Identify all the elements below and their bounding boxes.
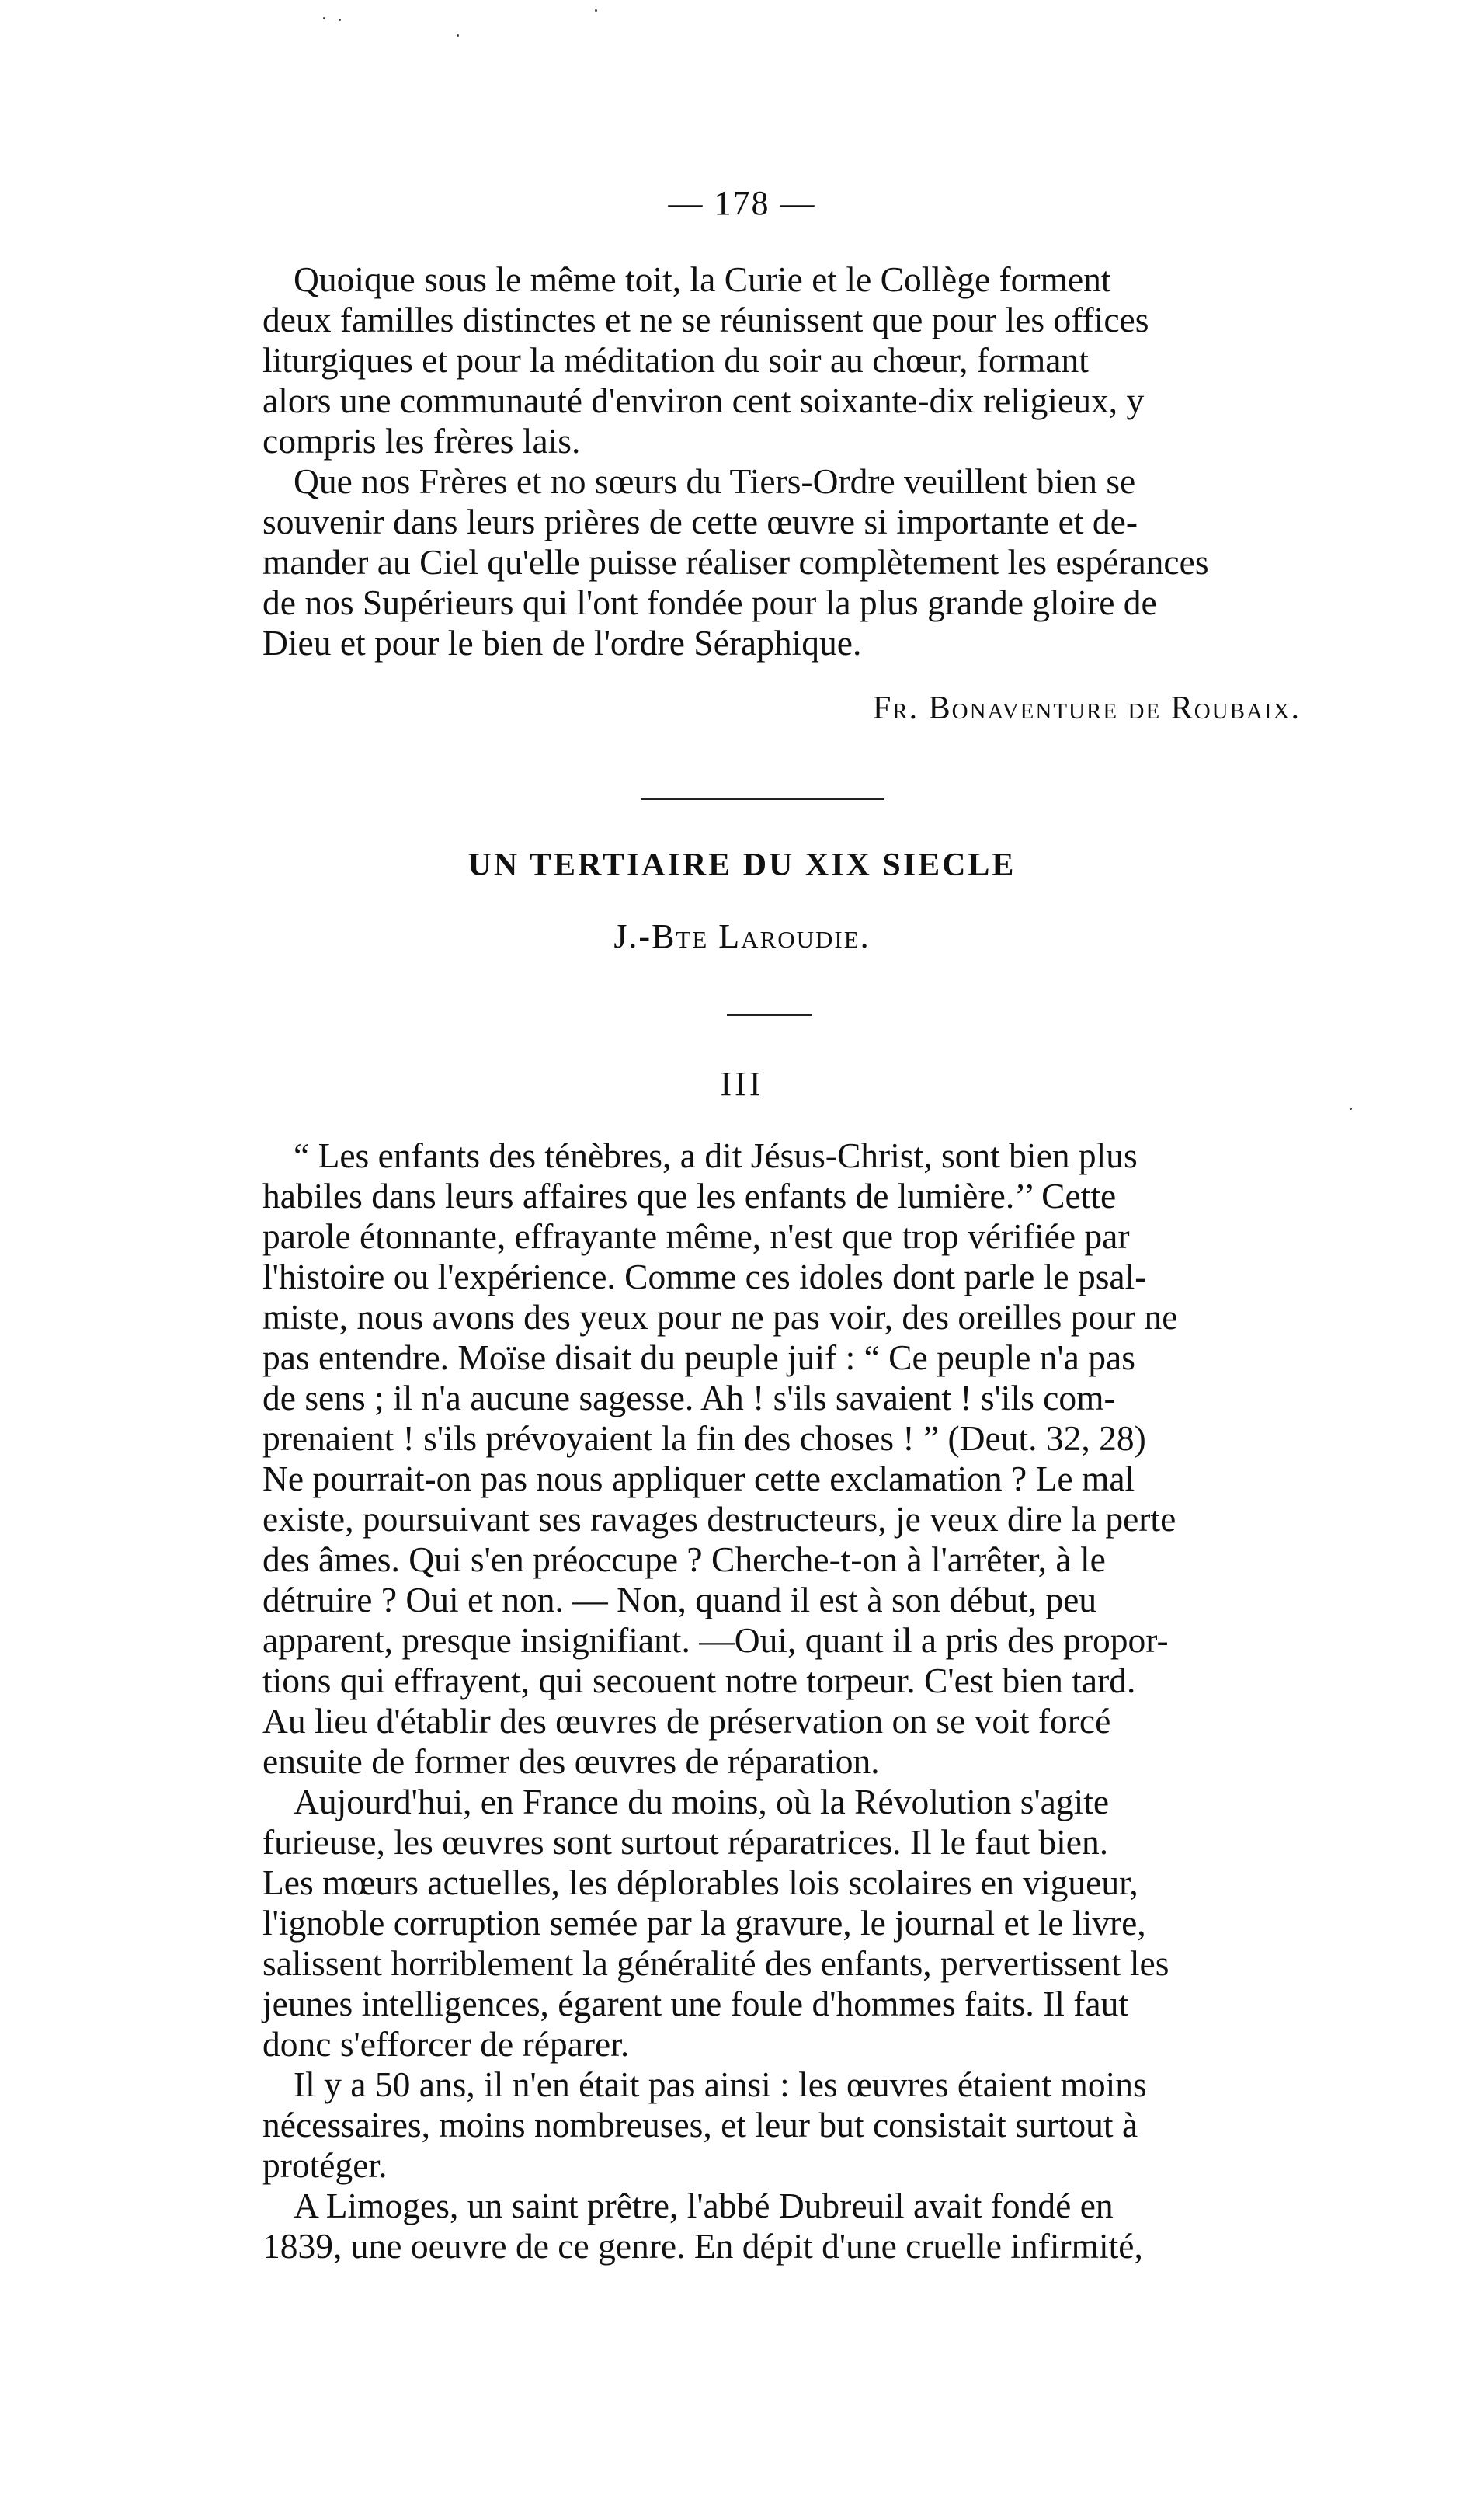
- text-line: furieuse, les œuvres sont surtout réparatrices. Il le faut bien.: [262, 1822, 1109, 1862]
- text-line: souvenir dans leurs prières de cette œuvre si importante et de-: [262, 502, 1138, 541]
- text-line: ensuite de former des œuvres de réparation.: [262, 1741, 880, 1781]
- text-line: Aujourd'hui, en France du moins, où la Révolution s'agite: [294, 1782, 1110, 1821]
- text-line: donc s'efforcer de réparer.: [262, 2024, 630, 2064]
- text-line: de nos Supérieurs qui l'ont fondée pour la plus grande gloire de: [262, 583, 1157, 622]
- text-line: Les mœurs actuelles, les déplorables lois scolaires en vigueur,: [262, 1863, 1138, 1902]
- article-paragraph-4: [262, 2186, 1317, 2266]
- chapter-numeral: III: [720, 1065, 764, 1103]
- page-number: — 178 —: [668, 184, 816, 222]
- text-line: habiles dans leurs affaires que les enfants de lumière.’’ Cette: [262, 1176, 1117, 1216]
- intro-paragraph-1: [262, 259, 1317, 461]
- text-line: 1839, une oeuvre de ce genre. En dépit d'une cruelle infirmité,: [262, 2226, 1143, 2266]
- text-line: Que nos Frères et no sœurs du Tiers-Ordre veuillent bien se: [294, 461, 1136, 501]
- article-paragraph-2: [262, 1782, 1317, 2064]
- text-line: des âmes. Qui s'en préoccupe ? Cherche-t-on à l'arrêter, à le: [262, 1539, 1106, 1579]
- intro-text: [262, 259, 1317, 663]
- text-line: Au lieu d'établir des œuvres de préservation on se voit forcé: [262, 1701, 1111, 1741]
- section-subtitle: J.-Bte Laroudie.: [613, 917, 871, 955]
- text-line: pas entendre. Moïse disait du peuple juif : “ Ce peuple n'a pas: [262, 1337, 1135, 1377]
- text-line: Il y a 50 ans, il n'en était pas ainsi : les œuvres étaient moins: [294, 2064, 1147, 2104]
- text-line: jeunes intelligences, égarent une foule d'hommes faits. Il faut: [262, 1984, 1128, 2023]
- text-line: liturgiques et pour la méditation du soir au chœur, formant: [262, 340, 1089, 380]
- text-line: apparent, presque insignifiant. —Oui, quant il a pris des propor-: [262, 1620, 1169, 1660]
- subtitle-divider: [727, 1014, 812, 1016]
- article-text: [262, 1136, 1317, 2266]
- text-line: salissent horriblement la généralité des enfants, pervertissent les: [262, 1943, 1169, 1983]
- text-line: détruire ? Oui et non. — Non, quand il est à son début, peu: [262, 1580, 1097, 1619]
- text-line: existe, poursuivant ses ravages destructeurs, je veux dire la perte: [262, 1499, 1176, 1539]
- text-line: alors une communauté d'environ cent soixante-dix religieux, y: [262, 381, 1145, 420]
- article-paragraph-1: [262, 1136, 1317, 1782]
- text-line: Ne pourrait-on pas nous appliquer cette exclamation ? Le mal: [262, 1459, 1135, 1498]
- intro-paragraph-2: [262, 461, 1317, 663]
- text-line: l'histoire ou l'expérience. Comme ces idoles dont parle le psal-: [262, 1257, 1147, 1296]
- text-line: Dieu et pour le bien de l'ordre Séraphique.: [262, 623, 862, 663]
- text-line: nécessaires, moins nombreuses, et leur but consistait surtout à: [262, 2105, 1138, 2144]
- text-line: “ Les enfants des ténèbres, a dit Jésus-Christ, sont bien plus: [294, 1136, 1138, 1175]
- text-line: prenaient ! s'ils prévoyaient la fin des choses ! ” (Deut. 32, 28): [262, 1418, 1146, 1458]
- text-line: miste, nous avons des yeux pour ne pas voir, des oreilles pour ne: [262, 1297, 1178, 1337]
- author-signature: Fr. Bonaventure de Roubaix.: [872, 690, 1301, 726]
- text-line: de sens ; il n'a aucune sagesse. Ah ! s'ils savaient ! s'ils com-: [262, 1378, 1116, 1417]
- section-title: UN TERTIAIRE DU XIX SIECLE: [467, 847, 1017, 883]
- text-line: compris les frères lais.: [262, 421, 581, 461]
- text-line: deux familles distinctes et ne se réunissent que pour les offices: [262, 300, 1149, 339]
- text-line: parole étonnante, effrayante même, n'est que trop vérifiée par: [262, 1216, 1130, 1256]
- article-paragraph-3: [262, 2064, 1317, 2186]
- text-line: l'ignoble corruption semée par la gravure, le journal et le livre,: [262, 1903, 1146, 1943]
- text-line: protéger.: [262, 2145, 388, 2185]
- text-line: tions qui effrayent, qui secouent notre torpeur. C'est bien tard.: [262, 1661, 1136, 1700]
- section-divider: [641, 798, 884, 800]
- text-line: A Limoges, un saint prêtre, l'abbé Dubreuil avait fondé en: [294, 2186, 1114, 2225]
- text-line: mander au Ciel qu'elle puisse réaliser complètement les espérances: [262, 542, 1209, 582]
- text-line: Quoique sous le même toit, la Curie et le Collège forment: [294, 259, 1111, 299]
